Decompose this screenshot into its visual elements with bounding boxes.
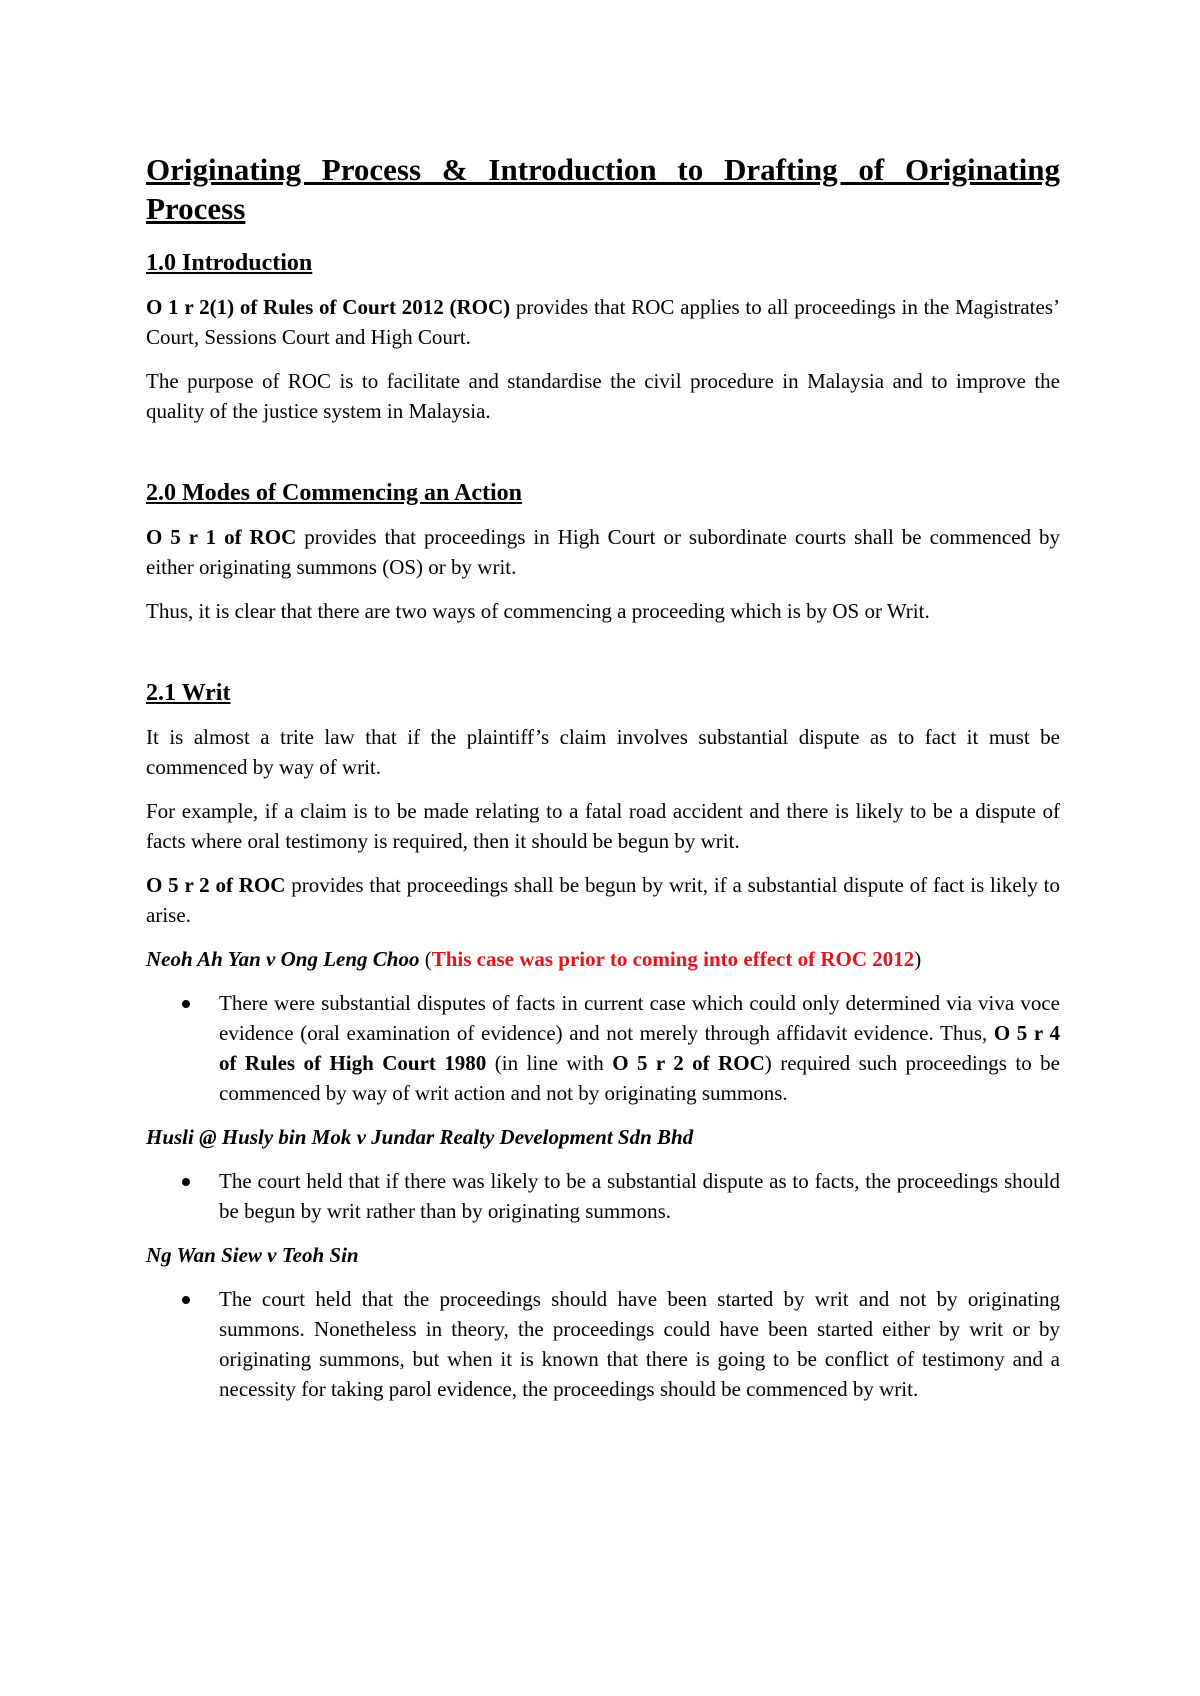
bullet-text: The court held that the proceedings should have been started by writ and not by originating summons. Nonetheless in theory, the proceedings could have been started either by writ or by originating summons, but when it is known that there is going to be conflict of testimony and a necessity for taking parol evidence, the proceedings should be commenced by writ. xyxy=(219,1287,1060,1401)
heading-writ: 2.1 Writ xyxy=(146,680,231,706)
modes-paragraph-2: Thus, it is clear that there are two ways of commencing a proceeding which is by OS or Writ. xyxy=(146,599,930,623)
heading-modes: 2.0 Modes of Commencing an Action xyxy=(146,480,522,506)
bullet-icon xyxy=(182,1178,190,1186)
spacer xyxy=(146,640,1060,678)
intro-paragraph-2: The purpose of ROC is to facilitate and standardise the civil procedure in Malaysia and to improve the quality of the justice system in Malaysia. xyxy=(146,369,1060,423)
list-item xyxy=(146,1166,1060,1226)
intro-paragraph-1 xyxy=(146,292,1060,352)
spacer xyxy=(146,440,1060,478)
rule-reference: O 5 r 4 of Rules of High Court 1980 xyxy=(219,1021,1060,1075)
rule-reference: O 1 r 2(1) of Rules of Court 2012 (ROC) xyxy=(146,295,511,319)
bullet-icon xyxy=(182,1296,190,1304)
bullet-text: (in line with xyxy=(486,1051,613,1075)
case-bullets-neoh xyxy=(146,988,1060,1108)
writ-paragraph-1: It is almost a trite law that if the plaintiff’s claim involves substantial dispute as to fact it must be commenced by way of writ. xyxy=(146,725,1060,779)
heading-introduction: 1.0 Introduction xyxy=(146,250,313,276)
modes-paragraph-1 xyxy=(146,522,1060,582)
bullet-text: The court held that if there was likely to be a substantial dispute as to facts, the proceedings should be begun by writ rather than by originating summons. xyxy=(219,1169,1060,1223)
list-item xyxy=(146,1284,1060,1404)
bullet-text: There were substantial disputes of facts in current case which could only determined via viva voce evidence (oral examination of evidence) and not merely through affidavit evidence. Thus, xyxy=(219,991,1060,1045)
rule-reference: O 5 r 2 of ROC xyxy=(612,1051,765,1075)
paragraph-text: provides that ROC applies to all proceedings in the Magistrates’ Court, Sessions Court and High Court. xyxy=(146,295,1060,349)
rule-reference: O 5 r 2 of ROC xyxy=(146,873,286,897)
writ-paragraph-3 xyxy=(146,870,1060,930)
case-name: Husli @ Husly bin Mok v Jundar Realty Development Sdn Bhd xyxy=(146,1125,694,1149)
case-bullets-ng xyxy=(146,1284,1060,1404)
case-heading-ng xyxy=(146,1240,1060,1270)
document-title: Originating Process & Introduction to Drafting of Originating Process xyxy=(146,152,1060,226)
paragraph-text: provides that proceedings shall be begun by writ, if a substantial dispute of fact is likely to arise. xyxy=(146,873,1061,927)
case-name: Neoh Ah Yan v Ong Leng Choo xyxy=(146,947,420,971)
case-name: Ng Wan Siew v Teoh Sin xyxy=(146,1243,359,1267)
list-item xyxy=(146,988,1060,1108)
paragraph-text: provides that proceedings in High Court or subordinate courts shall be commenced by either originating summons (OS) or by writ. xyxy=(146,525,1060,579)
bullet-icon xyxy=(182,1000,190,1008)
case-note: This case was prior to coming into effect of ROC 2012 xyxy=(431,947,915,971)
case-heading-neoh xyxy=(146,944,1060,974)
case-bullets-husli xyxy=(146,1166,1060,1226)
rule-reference: O 5 r 1 of ROC xyxy=(146,525,297,549)
case-heading-husli xyxy=(146,1122,1060,1152)
document-page xyxy=(146,150,1060,1418)
bullet-text: ) required such proceedings to be commenced by way of writ action and not by originating summons. xyxy=(219,1051,1060,1105)
paren-open: ( xyxy=(419,947,432,971)
writ-paragraph-2: For example, if a claim is to be made relating to a fatal road accident and there is likely to be a dispute of facts where oral testimony is required, then it should be begun by writ. xyxy=(146,799,1060,853)
paren-close: ) xyxy=(914,947,922,971)
